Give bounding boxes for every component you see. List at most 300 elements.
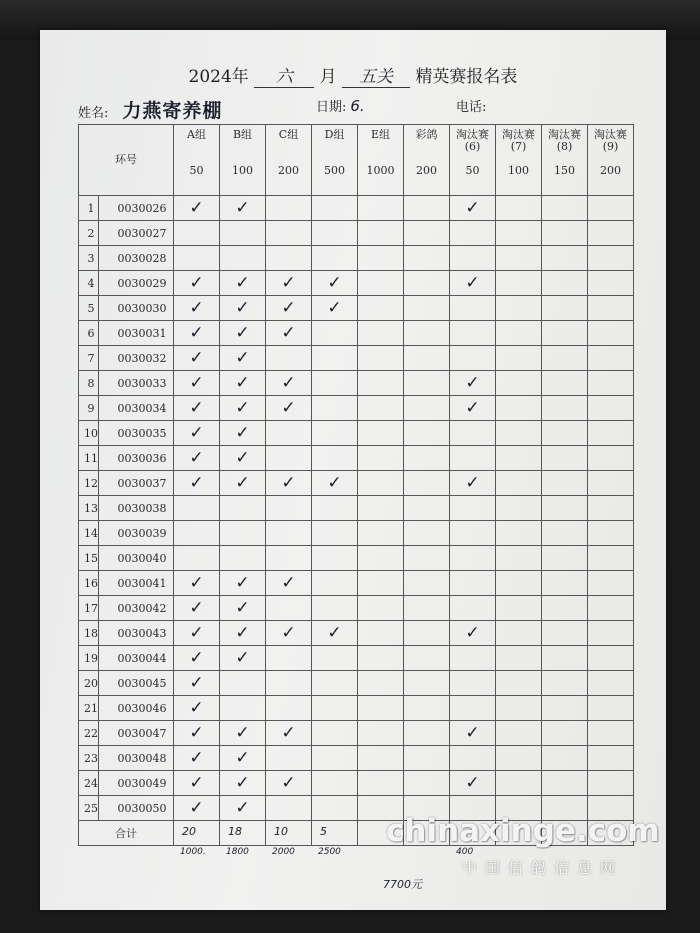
entry-cell <box>542 721 588 746</box>
ring-header: 环号 <box>79 125 174 196</box>
entry-cell <box>496 471 542 496</box>
ring-number: 0030050 <box>99 796 174 821</box>
entry-cell <box>542 321 588 346</box>
entry-cell <box>496 521 542 546</box>
check-mark-icon: ✓ <box>281 473 296 493</box>
entry-cell <box>174 596 220 621</box>
entry-cell <box>312 521 358 546</box>
check-mark-icon: ✓ <box>465 273 480 293</box>
check-mark-icon: ✓ <box>189 323 204 343</box>
check-mark-icon: ✓ <box>465 773 480 793</box>
entry-cell <box>588 246 634 271</box>
entry-cell <box>358 421 404 446</box>
check-mark-icon: ✓ <box>465 723 480 743</box>
ring-number: 0030034 <box>99 396 174 421</box>
entry-cell <box>220 346 266 371</box>
entry-cell <box>450 596 496 621</box>
entry-cell <box>312 621 358 646</box>
entry-cell <box>266 596 312 621</box>
entry-cell <box>220 671 266 696</box>
table-row <box>79 471 634 496</box>
entry-cell <box>404 446 450 471</box>
entry-cell <box>358 746 404 771</box>
entry-cell <box>588 721 634 746</box>
entry-cell <box>266 271 312 296</box>
check-mark-icon: ✓ <box>327 298 342 318</box>
watermark-site: chinaxinge.com <box>386 813 660 849</box>
entry-cell <box>588 596 634 621</box>
check-mark-icon: ✓ <box>281 323 296 343</box>
row-number: 8 <box>79 371 99 396</box>
row-number: 19 <box>79 646 99 671</box>
entry-cell <box>542 771 588 796</box>
table-row <box>79 371 634 396</box>
entry-cell <box>358 246 404 271</box>
entry-cell <box>358 396 404 421</box>
entry-cell <box>266 196 312 221</box>
entry-cell <box>174 546 220 571</box>
ring-number: 0030028 <box>99 246 174 271</box>
check-mark-icon: ✓ <box>235 648 250 668</box>
table-row <box>79 296 634 321</box>
ring-number: 0030030 <box>99 296 174 321</box>
entry-cell <box>266 246 312 271</box>
entry-cell <box>266 471 312 496</box>
entry-cell <box>496 246 542 271</box>
entry-cell <box>450 246 496 271</box>
entry-cell <box>266 721 312 746</box>
table-row <box>79 521 634 546</box>
entry-cell <box>542 296 588 321</box>
table-row <box>79 196 634 221</box>
entry-cell <box>312 346 358 371</box>
entry-cell <box>266 771 312 796</box>
entry-cell <box>404 621 450 646</box>
ring-number: 0030043 <box>99 621 174 646</box>
check-mark-icon: ✓ <box>235 423 250 443</box>
entry-cell <box>450 421 496 446</box>
entry-cell <box>450 471 496 496</box>
title-month-unit: 月 <box>319 67 337 87</box>
entry-cell <box>312 671 358 696</box>
column-header <box>450 125 496 196</box>
entry-cell <box>266 671 312 696</box>
title-year: 2024年 <box>188 67 249 87</box>
entry-cell <box>312 746 358 771</box>
header-row <box>79 125 634 196</box>
entry-cell <box>358 496 404 521</box>
entry-cell <box>542 521 588 546</box>
entry-cell <box>266 321 312 346</box>
ring-number: 0030036 <box>99 446 174 471</box>
check-mark-icon: ✓ <box>189 673 204 693</box>
table-row <box>79 396 634 421</box>
entry-cell <box>496 496 542 521</box>
ring-number: 0030041 <box>99 571 174 596</box>
column-header <box>542 125 588 196</box>
entry-cell <box>174 271 220 296</box>
entry-cell <box>404 396 450 421</box>
entry-cell <box>542 696 588 721</box>
check-mark-icon: ✓ <box>189 698 204 718</box>
check-mark-icon: ✓ <box>235 198 250 218</box>
entry-cell <box>588 496 634 521</box>
entry-cell <box>220 271 266 296</box>
row-number: 9 <box>79 396 99 421</box>
entry-cell <box>542 421 588 446</box>
entry-cell <box>496 371 542 396</box>
entry-cell <box>220 246 266 271</box>
form-title <box>40 62 666 88</box>
total-count: 18 <box>228 825 242 838</box>
row-number: 13 <box>79 496 99 521</box>
entry-cell <box>174 296 220 321</box>
table-row <box>79 621 634 646</box>
entry-cell <box>450 446 496 471</box>
check-mark-icon: ✓ <box>235 323 250 343</box>
entry-cell <box>404 296 450 321</box>
entry-cell <box>174 696 220 721</box>
entry-cell <box>312 321 358 346</box>
entry-cell <box>358 696 404 721</box>
entry-cell <box>220 571 266 596</box>
check-mark-icon: ✓ <box>189 348 204 368</box>
ring-number: 0030037 <box>99 471 174 496</box>
entry-cell <box>496 446 542 471</box>
phone-field <box>456 96 486 115</box>
registration-form-sheet <box>40 30 666 910</box>
table-row <box>79 321 634 346</box>
row-number: 3 <box>79 246 99 271</box>
entry-cell <box>404 321 450 346</box>
entry-cell <box>312 271 358 296</box>
entry-cell <box>404 521 450 546</box>
entry-cell <box>266 496 312 521</box>
entry-cell <box>588 671 634 696</box>
entry-cell <box>496 721 542 746</box>
table-row <box>79 496 634 521</box>
check-mark-icon: ✓ <box>235 298 250 318</box>
entry-cell <box>312 596 358 621</box>
entry-cell <box>358 571 404 596</box>
column-header <box>404 125 450 196</box>
column-header <box>588 125 634 196</box>
column-header-fee: 150 <box>554 164 575 177</box>
check-mark-icon: ✓ <box>235 373 250 393</box>
total-amount: 1000. <box>180 847 206 857</box>
entry-cell <box>266 421 312 446</box>
entry-cell <box>496 671 542 696</box>
row-number: 20 <box>79 671 99 696</box>
check-mark-icon: ✓ <box>281 623 296 643</box>
entry-cell <box>358 371 404 396</box>
total-cell <box>312 821 358 857</box>
entry-cell <box>588 396 634 421</box>
entry-cell <box>266 346 312 371</box>
entry-cell <box>312 721 358 746</box>
entry-cell <box>220 321 266 346</box>
entry-cell <box>358 471 404 496</box>
grand-total: 7700元 <box>383 878 422 891</box>
watermark-subtitle: 中国信鸽信息网 <box>462 859 624 877</box>
ring-number: 0030042 <box>99 596 174 621</box>
entry-cell <box>174 496 220 521</box>
entry-cell <box>358 721 404 746</box>
entry-cell <box>496 321 542 346</box>
entry-cell <box>404 596 450 621</box>
row-number: 7 <box>79 346 99 371</box>
entry-cell <box>450 271 496 296</box>
column-header-fee: 200 <box>278 164 299 177</box>
entry-cell <box>220 446 266 471</box>
entry-cell <box>266 546 312 571</box>
row-number: 21 <box>79 696 99 721</box>
check-mark-icon: ✓ <box>189 623 204 643</box>
column-header-fee: 200 <box>416 164 437 177</box>
ring-number: 0030027 <box>99 221 174 246</box>
entry-cell <box>542 371 588 396</box>
entry-cell <box>496 546 542 571</box>
entry-cell <box>358 296 404 321</box>
column-header <box>358 125 404 196</box>
ring-number: 0030039 <box>99 521 174 546</box>
ring-number: 0030033 <box>99 371 174 396</box>
entry-cell <box>220 546 266 571</box>
entry-cell <box>174 396 220 421</box>
check-mark-icon: ✓ <box>189 573 204 593</box>
entry-cell <box>450 346 496 371</box>
entry-cell <box>358 646 404 671</box>
check-mark-icon: ✓ <box>235 623 250 643</box>
ring-number: 0030035 <box>99 421 174 446</box>
entry-cell <box>450 296 496 321</box>
column-header-fee: 200 <box>600 164 621 177</box>
entry-cell <box>450 571 496 596</box>
entry-cell <box>404 671 450 696</box>
entry-cell <box>312 446 358 471</box>
entry-cell <box>404 371 450 396</box>
entry-cell <box>542 671 588 696</box>
check-mark-icon: ✓ <box>281 398 296 418</box>
entry-cell <box>358 321 404 346</box>
entry-cell <box>588 546 634 571</box>
check-mark-icon: ✓ <box>189 398 204 418</box>
entry-cell <box>450 621 496 646</box>
check-mark-icon: ✓ <box>189 598 204 618</box>
entry-cell <box>266 396 312 421</box>
entry-cell <box>220 196 266 221</box>
entry-cell <box>496 746 542 771</box>
row-number: 1 <box>79 196 99 221</box>
check-mark-icon: ✓ <box>189 448 204 468</box>
total-cell <box>174 821 220 857</box>
total-amount: 2000 <box>272 847 295 857</box>
entry-cell <box>266 446 312 471</box>
check-mark-icon: ✓ <box>235 598 250 618</box>
ring-number: 0030044 <box>99 646 174 671</box>
check-mark-icon: ✓ <box>281 298 296 318</box>
entry-cell <box>358 521 404 546</box>
entry-cell <box>174 421 220 446</box>
entry-cell <box>588 571 634 596</box>
entry-cell <box>220 296 266 321</box>
entry-cell <box>358 621 404 646</box>
entry-cell <box>358 671 404 696</box>
entry-cell <box>220 621 266 646</box>
title-month-value: 六 <box>254 62 314 88</box>
total-amount: 400 <box>456 847 474 857</box>
entry-cell <box>174 346 220 371</box>
entry-cell <box>404 196 450 221</box>
check-mark-icon: ✓ <box>281 373 296 393</box>
entry-cell <box>450 371 496 396</box>
column-header-fee: 100 <box>508 164 529 177</box>
entry-cell <box>450 496 496 521</box>
title-suffix: 精英赛报名表 <box>415 67 518 87</box>
entry-cell <box>312 571 358 596</box>
entry-cell <box>542 446 588 471</box>
entry-cell <box>542 596 588 621</box>
entry-cell <box>266 796 312 821</box>
ring-number: 0030026 <box>99 196 174 221</box>
entry-cell <box>266 296 312 321</box>
entry-cell <box>404 721 450 746</box>
name-value: 力燕寄养棚 <box>122 100 223 122</box>
table-row <box>79 721 634 746</box>
check-mark-icon: ✓ <box>189 773 204 793</box>
column-header-fee: 50 <box>189 164 204 177</box>
entry-cell <box>542 246 588 271</box>
check-mark-icon: ✓ <box>235 748 250 768</box>
entry-cell <box>220 646 266 671</box>
check-mark-icon: ✓ <box>235 273 250 293</box>
entry-cell <box>404 471 450 496</box>
entry-cell <box>174 246 220 271</box>
check-mark-icon: ✓ <box>281 773 296 793</box>
check-mark-icon: ✓ <box>465 473 480 493</box>
entry-cell <box>312 246 358 271</box>
entry-cell <box>358 271 404 296</box>
column-header-fee: 100 <box>232 164 253 177</box>
entry-cell <box>358 771 404 796</box>
column-header-group: A组 <box>187 128 206 141</box>
title-day-value: 五关 <box>342 62 410 88</box>
ring-number: 0030046 <box>99 696 174 721</box>
row-number: 10 <box>79 421 99 446</box>
entry-cell <box>312 196 358 221</box>
entry-cell <box>542 646 588 671</box>
entry-cell <box>404 696 450 721</box>
entry-cell <box>496 271 542 296</box>
entry-cell <box>450 696 496 721</box>
entry-cell <box>358 596 404 621</box>
table-row <box>79 671 634 696</box>
table-row <box>79 246 634 271</box>
entry-cell <box>358 346 404 371</box>
entry-cell <box>542 496 588 521</box>
entry-cell <box>542 571 588 596</box>
check-mark-icon: ✓ <box>281 573 296 593</box>
entry-cell <box>220 396 266 421</box>
entry-cell <box>450 671 496 696</box>
entry-cell <box>542 396 588 421</box>
total-amount: 1800 <box>226 847 249 857</box>
row-number: 16 <box>79 571 99 596</box>
ring-number: 0030049 <box>99 771 174 796</box>
column-header <box>174 125 220 196</box>
entry-cell <box>220 371 266 396</box>
entry-cell <box>174 371 220 396</box>
entry-cell <box>174 446 220 471</box>
column-header-group: E组 <box>370 128 391 141</box>
entry-cell <box>312 646 358 671</box>
entry-cell <box>496 596 542 621</box>
entry-cell <box>588 771 634 796</box>
entry-cell <box>450 221 496 246</box>
ring-number: 0030029 <box>99 271 174 296</box>
entry-cell <box>542 471 588 496</box>
check-mark-icon: ✓ <box>189 423 204 443</box>
check-mark-icon: ✓ <box>189 298 204 318</box>
check-mark-icon: ✓ <box>189 473 204 493</box>
date-label: 日期: <box>316 100 347 115</box>
entry-cell <box>588 346 634 371</box>
entry-cell <box>542 621 588 646</box>
entry-cell <box>588 321 634 346</box>
entry-cell <box>220 596 266 621</box>
entry-cell <box>358 221 404 246</box>
entry-cell <box>588 646 634 671</box>
row-number: 6 <box>79 321 99 346</box>
column-header-group: C组 <box>278 128 299 141</box>
check-mark-icon: ✓ <box>189 648 204 668</box>
entry-cell <box>588 696 634 721</box>
name-field <box>78 96 222 123</box>
entry-cell <box>174 746 220 771</box>
entry-cell <box>588 421 634 446</box>
registration-table <box>78 124 634 857</box>
entry-cell <box>404 546 450 571</box>
entry-cell <box>404 646 450 671</box>
entry-cell <box>312 696 358 721</box>
row-number: 12 <box>79 471 99 496</box>
entry-cell <box>542 546 588 571</box>
column-header <box>266 125 312 196</box>
column-header-fee: 500 <box>324 164 345 177</box>
table-row <box>79 596 634 621</box>
entry-cell <box>404 221 450 246</box>
entry-cell <box>542 221 588 246</box>
entry-cell <box>220 796 266 821</box>
entry-cell <box>312 771 358 796</box>
row-number: 17 <box>79 596 99 621</box>
entry-cell <box>542 746 588 771</box>
check-mark-icon: ✓ <box>235 573 250 593</box>
entry-cell <box>220 221 266 246</box>
entry-cell <box>220 496 266 521</box>
column-header-fee: 1000 <box>366 164 395 177</box>
table-row <box>79 746 634 771</box>
entry-cell <box>312 296 358 321</box>
table-row <box>79 646 634 671</box>
entry-cell <box>174 571 220 596</box>
entry-cell <box>404 496 450 521</box>
total-amount: 2500 <box>318 847 341 857</box>
column-header-group: 淘汰赛(8) <box>548 128 581 153</box>
check-mark-icon: ✓ <box>235 773 250 793</box>
table-row <box>79 221 634 246</box>
entry-cell <box>496 696 542 721</box>
